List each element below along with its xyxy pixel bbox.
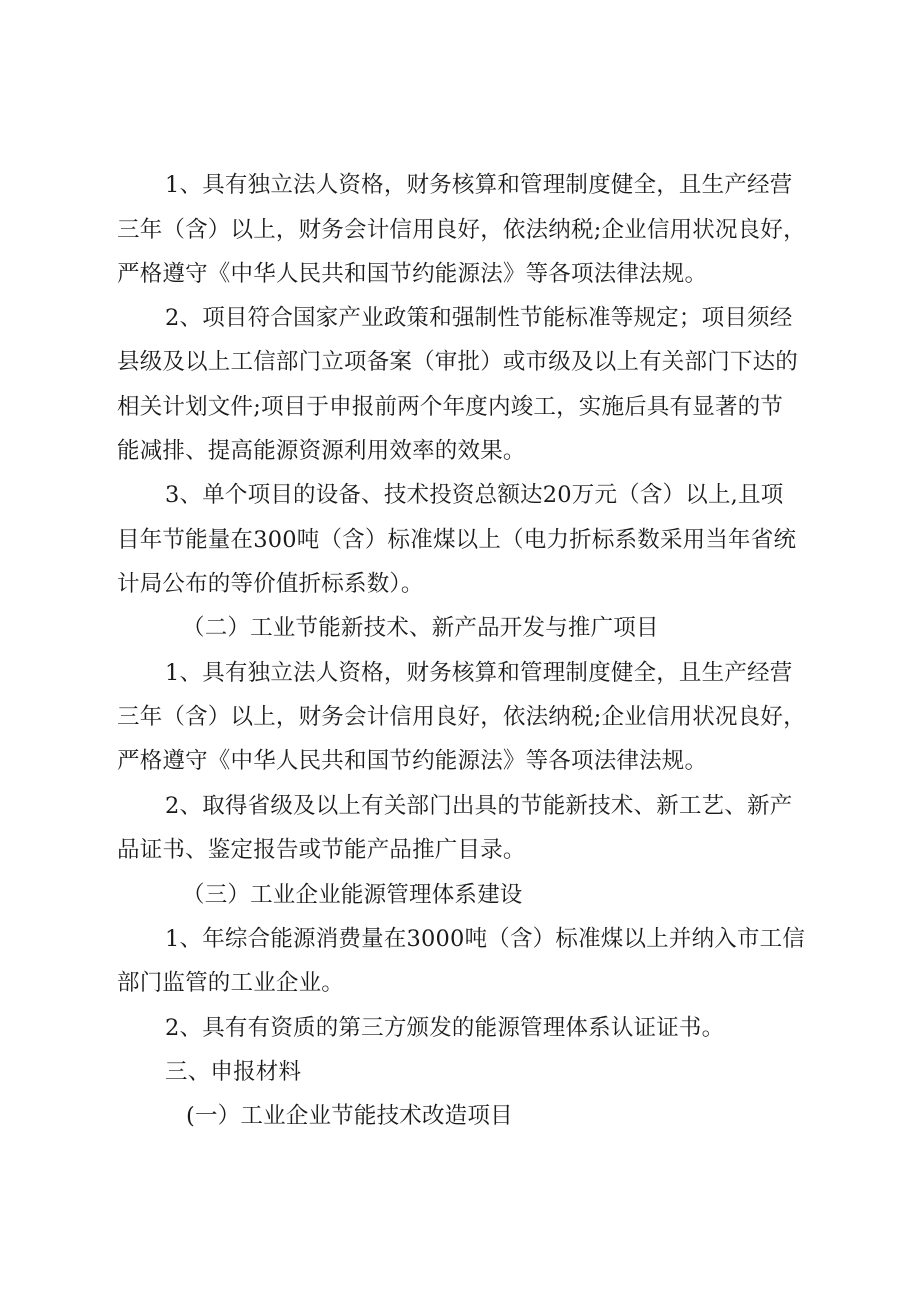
- section-heading: 三、申报材料: [165, 1059, 302, 1085]
- text-line: 2、取得省级及以上有关部门出具的节能新技术、新工艺、新产: [165, 793, 793, 819]
- text-line: 2、具有有资质的第三方颁发的能源管理体系认证证书。: [165, 1015, 725, 1041]
- text-line: 严格遵守《中华人民共和国节约能源法》等各项法律法规。: [117, 748, 708, 774]
- section-heading: (一）工业企业节能技术改造项目: [186, 1103, 513, 1129]
- text-line: 能减排、提高能源资源利用效率的效果。: [117, 438, 526, 464]
- text-line: 三年（含）以上，财务会计信用良好，依法纳税;企业信用状况良好，: [117, 704, 806, 730]
- text-line: 3、单个项目的设备、技术投资总额达20万元（含）以上,且项: [165, 482, 784, 508]
- text-line: 1、年综合能源消费量在3000吨（含）标准煤以上并纳入市工信: [165, 926, 806, 952]
- text-line: 相关计划文件;项目于申报前两个年度内竣工，实施后具有显著的节: [117, 394, 784, 420]
- text-line: 目年节能量在300吨（含）标准煤以上（电力折标系数采用当年省统: [117, 527, 797, 553]
- text-line: 严格遵守《中华人民共和国节约能源法》等各项法律法规。: [117, 261, 708, 287]
- text-line: 计局公布的等价值折标系数）。: [117, 571, 424, 597]
- section-heading: （二）工业节能新技术、新产品开发与推广项目: [182, 615, 659, 641]
- text-line: 1、具有独立法人资格，财务核算和管理制度健全，且生产经营: [165, 660, 793, 686]
- text-line: 三年（含）以上，财务会计信用良好，依法纳税;企业信用状况良好，: [117, 217, 806, 243]
- text-line: 县级及以上工信部门立项备案（审批）或市级及以上有关部门下达的: [117, 349, 799, 375]
- text-line: 品证书、鉴定报告或节能产品推广目录。: [117, 837, 526, 863]
- section-heading: （三）工业企业能源管理体系建设: [182, 882, 523, 908]
- text-line: 部门监管的工业企业。: [117, 970, 345, 996]
- text-line: 1、具有独立法人资格，财务核算和管理制度健全，且生产经营: [165, 172, 793, 198]
- text-line: 2、项目符合国家产业政策和强制性节能标准等规定；项目须经: [165, 305, 793, 331]
